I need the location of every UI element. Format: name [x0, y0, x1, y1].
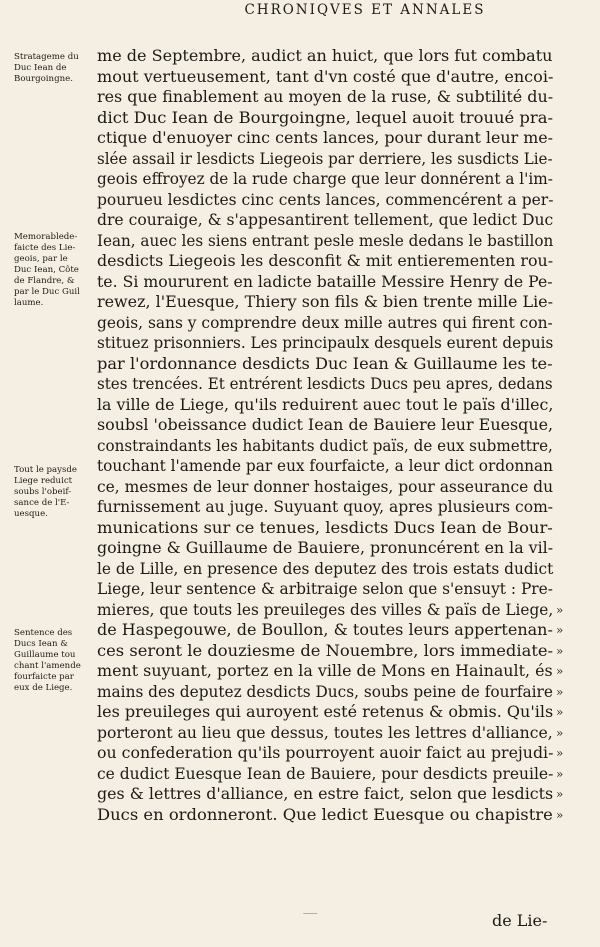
- margin-note: [14, 465, 96, 520]
- margin-note-line: chant l'amende: [14, 661, 81, 671]
- margin-note-line: Ducs Iean &: [14, 639, 68, 649]
- text-line: mieres, que touts les preuileges des villes & païs de Liege,: [97, 599, 554, 619]
- margin-note-line: faicte des Lie-: [14, 243, 76, 253]
- text-line: slée assail ir lesdicts Liegeois par derriere, les susdicts Lie-: [97, 148, 553, 168]
- margin-note-line: eux de Liege.: [14, 683, 73, 693]
- text-line: res que finablement au moyen de la ruse, & subtilité du-: [97, 87, 554, 106]
- margin-note-line: geois, par le: [14, 254, 68, 264]
- margin-note-line: sance de l'E-: [14, 498, 70, 508]
- quote-mark: »: [556, 643, 564, 658]
- text-line: goingne & Guillaume de Bauiere, pronuncérent en la vil-: [97, 538, 554, 557]
- margin-note-line: fourfaicte par: [14, 672, 74, 682]
- quote-mark: »: [556, 623, 564, 637]
- quote-mark: »: [556, 705, 564, 719]
- margin-note-line: par le Duc Guil: [14, 287, 80, 297]
- text-line: rewez, l'Euesque, Thiery son fils & bien trente mille Lie-: [97, 292, 553, 311]
- text-line: porteront au lieu que dessus, toutes les lettres d'alliance,: [97, 722, 553, 742]
- ink-mark: [303, 907, 321, 914]
- text-line: ges & lettres d'alliance, en estre faict, selon que lesdicts: [97, 784, 554, 803]
- margin-note-line: Guillaume tou: [14, 650, 76, 660]
- quote-mark: »: [556, 664, 564, 678]
- text-line: Ducs en ordonneront. Que ledict Euesque ou chapistre: [97, 804, 553, 824]
- text-line: ce dudict Euesque Iean de Bauiere, pour desdicts preuile-: [97, 763, 554, 783]
- text-line: stituez prisonniers. Les principaulx desquels eurent depuis: [97, 333, 554, 352]
- margin-note-line: Tout le paysde: [14, 465, 78, 475]
- margin-note: [14, 232, 96, 309]
- text-line: pourueu lesdictes cinc cents lances, commencérent a per-: [97, 189, 554, 209]
- margin-note-line: Sentence des: [14, 628, 73, 638]
- margin-note-line: uesque.: [14, 509, 48, 519]
- margin-note: [14, 628, 96, 694]
- text-line: dre couraige, & s'appesantirent tellement, que ledict Duc: [97, 210, 554, 229]
- text-line: ment suyuant, portez en la ville de Mons en Hainault, és: [97, 661, 553, 680]
- text-line: ces seront le douziesme de Nouembre, lors immediate-: [97, 640, 554, 660]
- text-line: de Haspegouwe, de Boullon, & toutes leurs appertenan-: [97, 620, 553, 639]
- margin-note-line: Memorablede-: [14, 232, 78, 242]
- text-line: mains des deputez desdicts Ducs, soubs peine de fourfaire: [97, 681, 553, 701]
- margin-note-line: Stratageme du: [14, 52, 79, 62]
- text-line: mout vertueusement, tant d'vn costé que d'autre, encoi-: [97, 66, 554, 86]
- text-line: touchant l'amende par eux fourfaicte, a leur dict ordonnan: [97, 456, 553, 475]
- quote-mark: »: [556, 807, 564, 822]
- margin-note-line: Bourgoingne.: [14, 74, 73, 84]
- text-line: ou confederation qu'ils pourroyent auoir faict au prejudi-: [97, 743, 554, 762]
- text-line: la ville de Liege, qu'ils reduirent auec tout le païs d'illec,: [97, 394, 554, 414]
- text-line: Iean, auec les siens entrant pesle mesle dedans le bastillon: [97, 230, 554, 250]
- text-line: stes trencées. Et entrérent lesdicts Ducs peu apres, dedans: [97, 374, 553, 393]
- text-line: par l'ordonnance desdicts Duc Iean & Guillaume les te-: [97, 353, 553, 373]
- quote-mark: »: [556, 746, 564, 760]
- text-line: desdicts Liegeois les desconfit & mit entierementen rou-: [97, 251, 554, 270]
- quote-mark: »: [556, 602, 564, 617]
- margin-note-line: Liege reduict: [14, 476, 73, 486]
- text-line: munications sur ce tenues, lesdicts Ducs Iean de Bour-: [97, 517, 553, 537]
- text-line: ctique d'enuoyer cinc cents lances, pour durant leur me-: [97, 128, 554, 147]
- margin-note-line: de Flandre, &: [14, 276, 75, 286]
- text-line: ce, mesmes de leur donner hostaiges, pour asseurance du: [97, 476, 554, 496]
- text-line: me de Septembre, audict an huict, que lors fut combatu: [97, 46, 553, 65]
- text-line: dict Duc Iean de Bourgoingne, lequel auoit trouué pra-: [97, 107, 553, 127]
- text-line: te. Si moururent en ladicte bataille Messire Henry de Pe-: [97, 271, 553, 291]
- margin-note-line: Duc Iean de: [14, 63, 67, 73]
- text-line: Liege, leur sentence & arbitraige selon que s'ensuyt : Pre-: [97, 579, 553, 598]
- quote-mark: »: [556, 725, 564, 740]
- text-line: soubsl 'obeissance dudict Iean de Bauiere leur Euesque,: [97, 415, 554, 434]
- quote-mark: »: [556, 766, 564, 781]
- text-line: furnissement au juge. Suyuant quoy, apres plusieurs com-: [97, 497, 554, 516]
- running-header: CHRONIQVES ET ANNALES: [244, 2, 486, 18]
- text-line: les preuileges qui auroyent esté retenus & obmis. Qu'ils: [97, 702, 554, 721]
- text-line: geois effroyez de la rude charge que leur donnérent a l'im-: [97, 169, 553, 188]
- catchword: de Lie-: [492, 911, 548, 930]
- text-line: constraindants les habitants dudict païs, de eux submettre,: [97, 435, 553, 455]
- quote-mark: »: [556, 684, 564, 699]
- quote-mark: »: [556, 787, 564, 801]
- margin-note-line: laume.: [14, 298, 44, 308]
- margin-note: [14, 52, 96, 85]
- text-line: geois, sans y comprendre deux mille autres qui firent con-: [97, 312, 553, 332]
- text-line: le de Lille, en presence des deputez des trois estats dudict: [97, 558, 554, 578]
- margin-note-line: soubs l'obeif-: [14, 487, 72, 497]
- margin-note-line: Duc Iean, Côte: [14, 265, 79, 275]
